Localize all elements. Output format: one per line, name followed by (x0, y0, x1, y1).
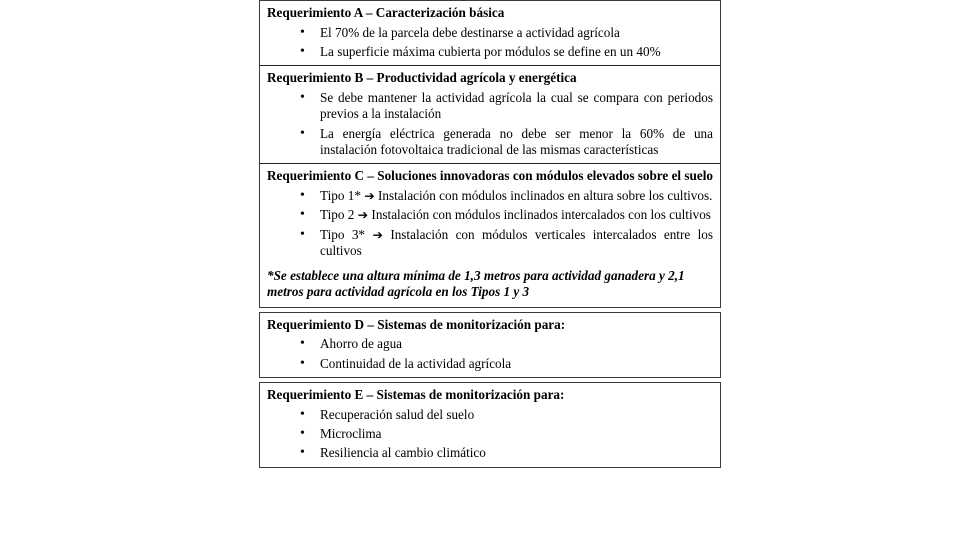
item-text-after-arrow: Instalación con módulos verticales intercalados entre los cultivos (320, 226, 713, 259)
item-text-after-arrow: Instalación con módulos inclinados en altura sobre los cultivos. (374, 187, 713, 203)
right-arrow-icon: ➔ (364, 187, 375, 203)
table-cell (260, 313, 720, 377)
list-item: • Microclima (267, 426, 713, 442)
list-item: • Recuperación salud del suelo (267, 407, 713, 423)
item-text-after-arrow: Instalación con módulos inclinados intercalados con los cultivos (368, 207, 711, 223)
requirement-table (259, 312, 721, 378)
requirement-list (267, 188, 713, 260)
list-item (267, 207, 713, 223)
list-item: • El 70% de la parcela debe destinarse a actividad agrícola (267, 25, 713, 41)
table-row (260, 163, 720, 306)
table-cell (260, 1, 720, 65)
table-row (260, 383, 720, 467)
requirement-table (259, 0, 721, 308)
requirement-heading: Requerimiento C – Soluciones innovadoras con módulos elevados sobre el suelo (267, 168, 713, 184)
requirement-heading: Requerimiento D – Sistemas de monitorización para: (267, 316, 566, 332)
list-item: • La superficie máxima cubierta por módulos se define en un 40% (267, 44, 713, 60)
requirement-heading: Requerimiento E – Sistemas de monitorización para: (267, 387, 565, 403)
item-text-before-arrow: Tipo 3* (320, 226, 373, 242)
table-cell (260, 383, 720, 467)
list-item (267, 227, 713, 260)
requirement-list (267, 90, 713, 159)
list-item (267, 188, 713, 204)
requirement-list (267, 25, 713, 61)
table-cell (260, 164, 720, 306)
table-row (260, 313, 720, 377)
list-item: • La energía eléctrica generada no debe ser menor la 60% de una instalación fotovoltaica tradicional de las mismas características (267, 126, 713, 159)
list-item: • Resiliencia al cambio climático (267, 445, 713, 461)
list-item: • Continuidad de la actividad agrícola (267, 356, 713, 372)
requirement-table (259, 382, 721, 468)
item-text-before-arrow: Tipo 1* (320, 187, 365, 203)
requirements-table-stack (259, 0, 721, 468)
requirement-heading: Requerimiento A – Caracterización básica (267, 5, 505, 20)
list-item: • Se debe mantener la actividad agrícola la cual se compara con periodos previos a la instalación (267, 90, 713, 123)
requirement-footnote: *Se establece una altura mínima de 1,3 metros para actividad ganadera y 2,1 metros para actividad agrícola en los Tipos 1 y 3 (267, 267, 685, 300)
requirement-heading: Requerimiento B – Productividad agrícola y energética (267, 70, 577, 86)
table-row (260, 1, 720, 65)
requirement-list (267, 336, 713, 372)
table-cell (260, 66, 720, 163)
item-text-before-arrow: Tipo 2 (320, 207, 358, 223)
table-row (260, 65, 720, 163)
requirement-list (267, 407, 713, 462)
right-arrow-icon: ➔ (372, 226, 383, 242)
right-arrow-icon: ➔ (357, 207, 369, 223)
list-item: • Ahorro de agua (267, 336, 713, 352)
